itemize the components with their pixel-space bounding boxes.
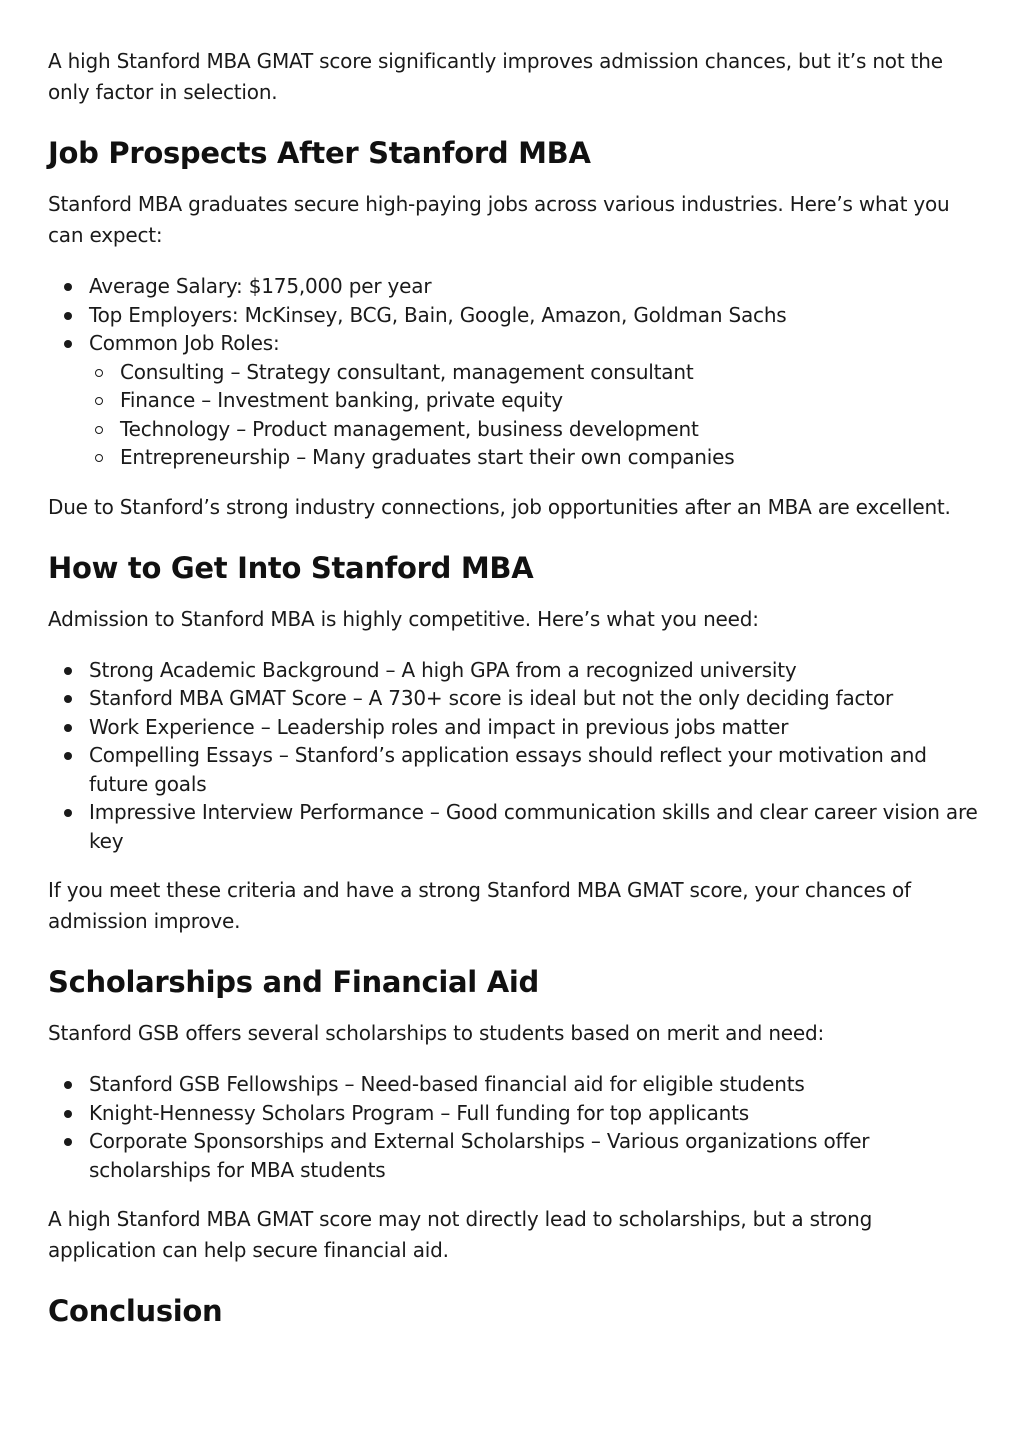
intro-paragraph: A high Stanford MBA GMAT score significantly improves admission chances, but it’s not the only factor in selection. [48,49,943,104]
sub-list-item [89,443,978,472]
list-item [48,272,978,301]
sub-list-item-text: Finance – Investment banking, private equity [120,388,563,412]
list-item [48,741,978,798]
scholarships-heading: Scholarships and Financial Aid [48,965,539,999]
list-item [48,1099,978,1128]
sub-list-item [89,386,978,415]
list-item-text: Common Job Roles: [89,331,280,355]
bullet-icon [64,283,72,291]
scholarships-list [48,1070,978,1184]
bullet-icon [64,1081,72,1089]
bullet-icon [64,752,72,760]
list-item [48,1070,978,1099]
list-item-text: Top Employers: McKinsey, BCG, Bain, Google, Amazon, Goldman Sachs [89,302,787,327]
bullet-icon [64,724,72,732]
job-prospects-intro: Stanford MBA graduates secure high-paying jobs across various industries. Here’s what you can expect: [48,192,950,247]
bullet-icon [64,695,72,703]
list-item-text: Compelling Essays – Stanford’s application essays should reflect your motivation and future goals [89,743,927,796]
job-prospects-heading: Job Prospects After Stanford MBA [48,136,591,170]
job-prospects-conclusion: Due to Stanford’s strong industry connections, job opportunities after an MBA are excellent. [48,494,951,519]
list-item-text: Stanford MBA GMAT Score – A 730+ score is ideal but not the only deciding factor [89,686,894,710]
bullet-icon [64,340,72,348]
sub-list-item-text: Consulting – Strategy consultant, management consultant [120,359,694,384]
list-item [48,798,978,855]
bullet-icon [64,1110,72,1118]
list-item [48,656,978,685]
list-item-text: Knight-Hennessy Scholars Program – Full funding for top applicants [89,1100,749,1125]
admission-conclusion: If you meet these criteria and have a strong Stanford MBA GMAT score, your chances of admission improve. [48,878,911,933]
list-item-text: Stanford GSB Fellowships – Need-based financial aid for eligible students [89,1072,805,1096]
bullet-icon [64,1138,72,1146]
hollow-bullet-icon [95,397,103,405]
list-item-text: Impressive Interview Performance – Good communication skills and clear career vision are key [89,800,978,853]
list-item [48,301,978,330]
list-item-text: Average Salary: $175,000 per year [89,274,432,298]
article-body [48,46,978,1330]
sub-list-item [89,358,978,387]
scholarships-intro: Stanford GSB offers several scholarships to students based on merit and need: [48,1021,825,1045]
list-item [48,329,978,472]
admission-heading: How to Get Into Stanford MBA [48,550,534,585]
sub-list-item-text: Technology – Product management, business development [120,416,699,441]
bullet-icon [64,809,72,817]
bullet-icon [64,667,72,675]
job-roles-list [89,358,978,472]
job-prospects-list [48,272,978,472]
list-item [48,713,978,742]
list-item-text: Strong Academic Background – A high GPA from a recognized university [89,657,797,682]
admission-intro: Admission to Stanford MBA is highly competitive. Here’s what you need: [48,606,759,631]
sub-list-item-text: Entrepreneurship – Many graduates start their own companies [120,445,735,469]
hollow-bullet-icon [95,454,103,462]
list-item-text: Work Experience – Leadership roles and impact in previous jobs matter [89,714,789,739]
list-item [48,1127,978,1184]
admission-list [48,656,978,856]
list-item-text: Corporate Sponsorships and External Scholarships – Various organizations offer scholarships for MBA students [89,1129,870,1182]
scholarships-conclusion: A high Stanford MBA GMAT score may not directly lead to scholarships, but a strong application can help secure financial aid. [48,1207,873,1262]
bullet-icon [64,312,72,320]
hollow-bullet-icon [95,426,103,434]
list-item [48,684,978,713]
hollow-bullet-icon [95,369,103,377]
conclusion-heading: Conclusion [48,1294,223,1328]
sub-list-item [89,415,978,444]
